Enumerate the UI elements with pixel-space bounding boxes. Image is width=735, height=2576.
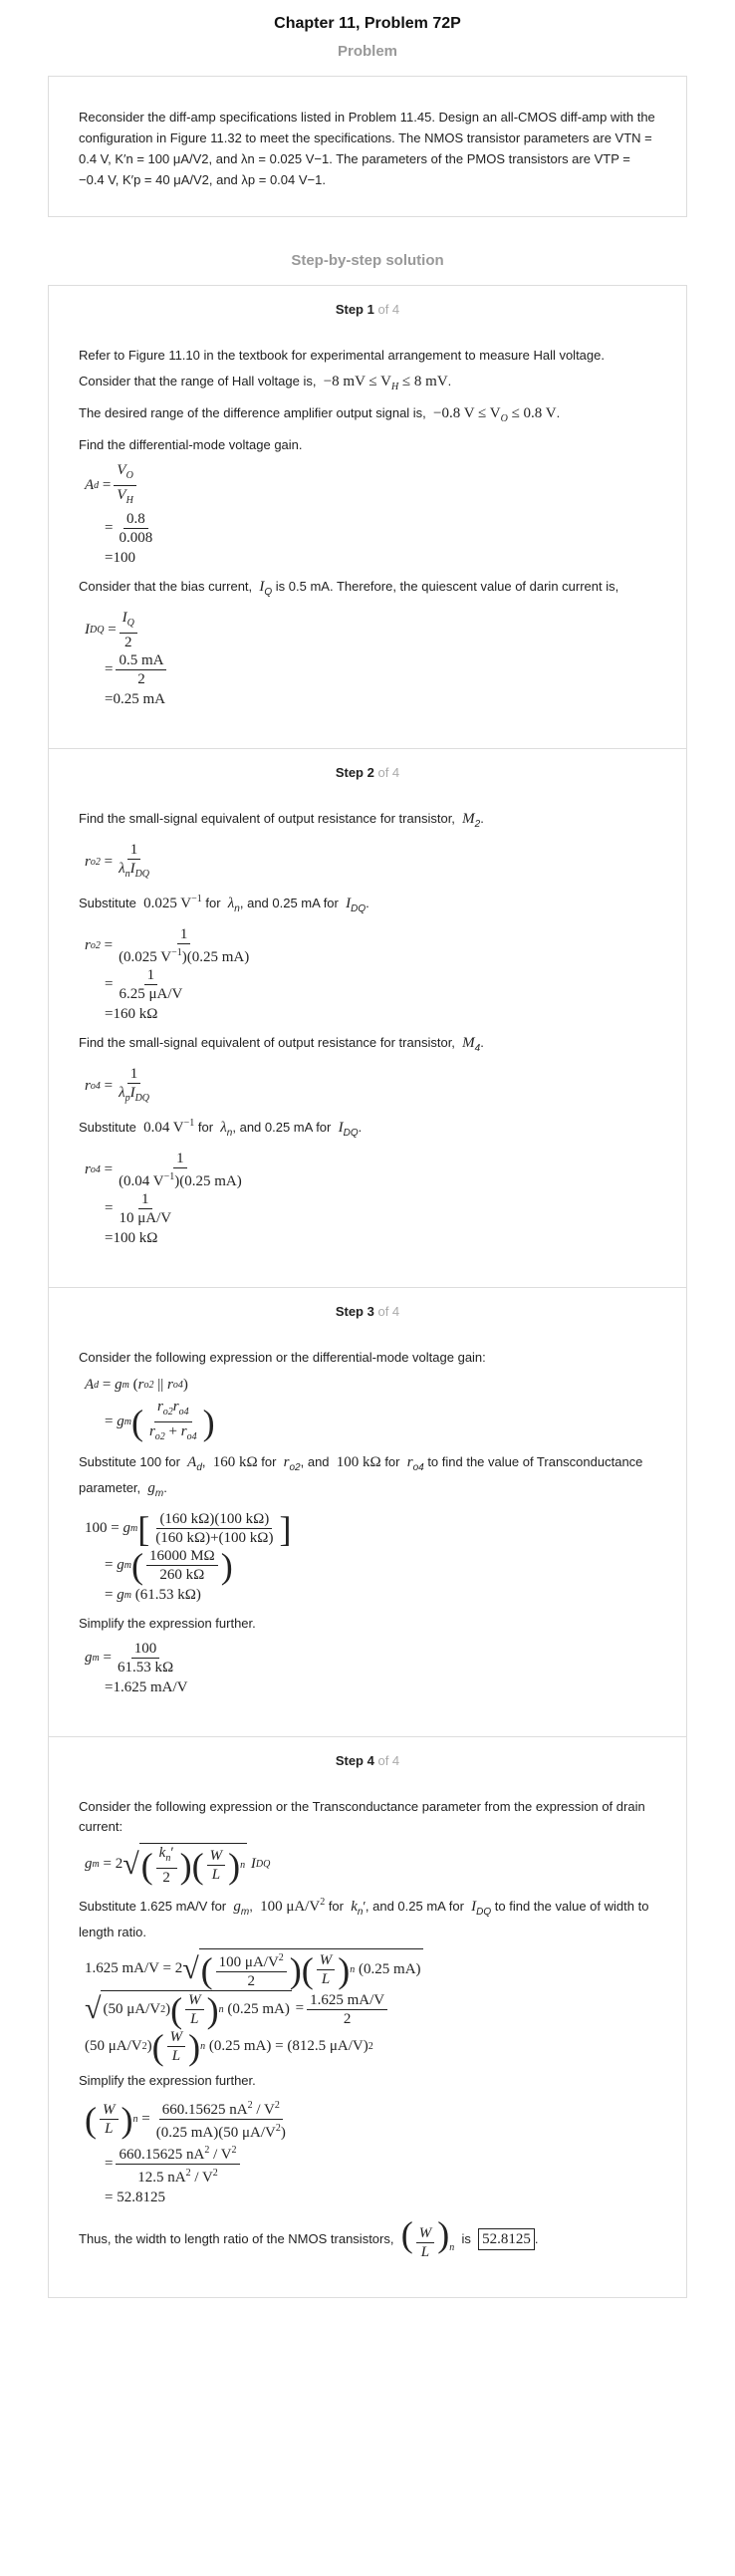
equation-idq: I DQ = $\frac{I_Q}{2}$ = $\frac{0.5 mA}{2}$ = 0.25 mA (85, 609, 656, 712)
math: ≤ 0.8 V (511, 405, 557, 421)
math: 1.625 mA/V (307, 1991, 387, 2010)
math: 0.025 V (143, 896, 192, 911)
text: for (197, 1120, 214, 1135)
math-hall-range: −8 mV ≤ $V_H \le 8$ mV (323, 374, 448, 392)
text: for (205, 896, 221, 910)
step-1-text-4: Find the differential-mode voltage gain. (79, 437, 303, 452)
text: Substitute (79, 1120, 136, 1135)
math: (0.25 mA) (359, 1960, 421, 1977)
math: )(0.25 mA) (181, 949, 250, 965)
step-3-text-3: Simplify the expression further. (79, 1616, 256, 1631)
text: , and 0.25 mA for (232, 1120, 332, 1135)
equation-ro4-sub: r o4 = $\frac{1}{(0.04 V^{-1})(0.25 mA)}$ = $\frac{1}{10 \mu A/V}$ = 100 kΩ (85, 1150, 656, 1251)
step-1-header (79, 300, 656, 342)
math: I (259, 579, 265, 595)
text: to find the value of width to length ratio. (79, 1899, 649, 1939)
equation-ro2: r o2 = $\frac{1}{\lambda_nI_{DQ}}$ (85, 842, 150, 880)
text: Thus, the width to length ratio of the NMOS transistors, (79, 2230, 394, 2246)
step-3-header (79, 1302, 656, 1344)
step-label: Step 2 (335, 765, 374, 780)
math: −0.8 V ≤ V (433, 405, 501, 421)
step-label: Step 1 (335, 302, 374, 317)
text: The desired range of the difference amplifier output signal is, (79, 405, 426, 420)
math: 100 (131, 1640, 160, 1659)
math: 160 kΩ (212, 1454, 258, 1470)
math: 6.25 μA/V (119, 986, 183, 1002)
equation-ro2-sub: r o2 = $\frac{1}{(0.025 V^{-1})(0.25 mA)}$ = $\frac{1}{6.25 \mu A/V}$ = 160 kΩ (85, 925, 656, 1027)
text: is 0.5 mA. Therefore, the quiescent value of darin current is, (275, 579, 619, 594)
math: 160 kΩ (113, 1006, 158, 1023)
text: Substitute (79, 896, 136, 910)
math: ≤ 8 mV (401, 374, 448, 389)
math: (50 μA/V (103, 2000, 161, 2017)
step-4-conclusion: Thus, the width to length ratio of the NMOS transistors, ( $\frac{W}{L}$ )$_n$ is 52.8125 . (79, 2214, 539, 2261)
math: (160 kΩ)+(100 kΩ) (155, 1530, 274, 1546)
math: 100 μA/V (218, 1954, 279, 1970)
final-answer: 52.8125 (478, 2228, 535, 2250)
page-title: Chapter 11, Problem 72P (274, 15, 461, 32)
text: for (328, 1899, 344, 1914)
text: , and 0.25 mA for (365, 1899, 464, 1914)
step-2 (49, 749, 686, 1288)
equation-wl-solve: 1.625 mA/V = 2 √ ( $\frac{100 \mu A/V^2}{2}$ ) ( $\frac{W}{L}$ ) n (0.25 mA) √ (50 μA/V 2 ) ( $\frac{W}{L}$ ) n (0.25 mA) = $\frac{1.625 mA/V}{2}$ (50 μA/V 2 ) ( $\frac{W}{L}$ ) n (0.25 mA) = (812.5 μA/V) 2 (85, 1949, 421, 2067)
math: 0.8 (123, 510, 148, 529)
text: Consider that the bias current, (79, 579, 253, 594)
math-out-range: −0.8 $V \le V_O \le 0.8$ V (433, 405, 557, 424)
step-2-header (79, 763, 656, 805)
math: (61.53 kΩ) (134, 1587, 201, 1604)
math: 100 (113, 550, 135, 567)
step-label: Step 4 (335, 1753, 374, 1768)
step-3-text-1: Consider the following expression or the differential-mode voltage gain: (79, 1350, 486, 1365)
step-4-text-3: Simplify the expression further. (79, 2073, 256, 2088)
step-2-text-4: Substitute 0.04 $V^{-1}$ for $\lambda_n$, and 0.25 mA for $I_{DQ}$. (79, 1118, 363, 1139)
step-1-text-5: Consider that the bias current, $I_Q$ is 0.5 mA. Therefore, the quiescent value of darin current is, (79, 579, 619, 598)
text: Substitute 100 for (79, 1454, 180, 1469)
text: for (384, 1454, 400, 1469)
step-4-header (79, 1751, 656, 1793)
step-1-text-1: Refer to Figure 11.10 in the textbook for experimental arrangement to measure Hall voltage. (79, 348, 605, 363)
step-4-text-2: Substitute 1.625 mA/V for $g_m$, 100 $\mu A/V^2$ for $k_n'$, and 0.25 mA for $I_{DQ}$ to find the value of width to length ratio. (79, 1897, 649, 1939)
math: )(0.25 mA) (174, 1173, 242, 1189)
equation-wl-value: ( $\frac{W}{L}$ ) n = $\frac{660.15625 nA^2 / V^2}{(0.25 mA)(50 \mu A/V^2)}$ = $\frac{660.15625 nA^2 / V^2}{12.5 nA^2 / V^2}$ = 52.8125 (85, 2097, 656, 2210)
math: 61.53 kΩ (117, 1660, 174, 1675)
step-2-text-3: Find the small-signal equivalent of output resistance for transistor, $M_4$. (79, 1035, 484, 1054)
equation-ro4: r o4 = $\frac{1}{\lambda_pI_{DQ}}$ (85, 1066, 150, 1104)
step-1-text-2: Consider that the range of Hall voltage is, −8 mV ≤ $V_H \le 8$ mV. (79, 374, 452, 392)
math: 16000 MΩ (146, 1547, 218, 1566)
equation-ad-gm: A d = g m ( r o2 || r o4 ) = g m ( $\frac{r_{o2}r_{o4}}{r_{o2} + r_{o4}}$ ) (85, 1377, 215, 1442)
equation-ad: A d = $\frac{V_O}{V_H}$ = $\frac{0.8}{0.008}$ = 100 (85, 461, 656, 571)
math: 2 (124, 635, 132, 650)
math: (0.04 V (119, 1173, 164, 1189)
solution-heading: Step-by-step solution (291, 252, 444, 269)
step-1-text-3: The desired range of the difference amplifier output signal is, −0.8 $V \le V_O \le 0.8$ V. (79, 405, 561, 424)
math: (160 kΩ)(100 kΩ) (156, 1510, 272, 1529)
math: 660.15625 nA (119, 2147, 205, 2163)
math: 10 μA/V (119, 1210, 172, 1226)
math: 12.5 nA (137, 2170, 186, 2186)
text: , and 0.25 mA for (239, 896, 339, 910)
step-2-text-2: Substitute 0.025 $V^{-1}$ for $\lambda_n$, and 0.25 mA for $I_{DQ}$. (79, 894, 369, 914)
math: 100 kΩ (113, 1230, 158, 1247)
step-count: of 4 (377, 302, 400, 317)
math: / V (194, 2170, 213, 2186)
text: Find the small-signal equivalent of output resistance for transistor, (79, 811, 455, 826)
math: 0.5 mA (116, 651, 166, 670)
step-1 (49, 286, 686, 749)
math: (0.025 V (119, 949, 172, 965)
step-4 (49, 1737, 686, 2297)
problem-heading: Problem (337, 43, 397, 60)
equation-gm-formula: g m = 2 √ ( $\frac{k_n'}{2}$ ) ( $\frac{W}{L}$ ) n I DQ (85, 1845, 271, 1886)
problem-text: Reconsider the diff-amp specifications listed in Problem 11.45. Design an all-CMOS diff-amp with the configuration in Figure 11.32 to meet the specifications. The NMOS transistor parameters are VTN = 0.4 V, K′n = 100 μA/V2, and λn = 0.025 V−1. The parameters of the PMOS transistors are VTP = −0.4 V, K′p = 40 μA/V2, and λp = 0.04 V−1. (79, 110, 655, 187)
text: Substitute 1.625 mA/V for (79, 1899, 227, 1914)
step-label: Step 3 (335, 1304, 374, 1319)
step-2-text-1: Find the small-signal equivalent of output resistance for transistor, $M_2$. (79, 811, 484, 830)
math: 1.625 mA/V = 2 (85, 1960, 183, 1977)
step-3 (49, 1288, 686, 1737)
text: for (261, 1454, 277, 1469)
text: is (461, 2230, 471, 2246)
math: = (812.5 μA/V) (275, 2037, 368, 2054)
step-count: of 4 (377, 1304, 400, 1319)
math: (0.25 mA)(50 μA/V (155, 2125, 276, 2141)
step-3-text-2: Substitute 100 for $A_d$, 160 kΩ for $r_{o2}$, and 100 kΩ for $r_{o4}$ to find the value of Transconductance parameter, $g_m$. (79, 1454, 643, 1499)
step-count: of 4 (377, 765, 400, 780)
math: 0.25 mA (113, 691, 165, 708)
math: 660.15625 nA (161, 2102, 248, 2118)
text: , and (300, 1454, 330, 1469)
equation-gm-solve: 100 = g m [ $\frac{(160 k\Omega)(100 k\Omega)}{(160 k\Omega)+(100 k\Omega)}$ ] = g m ( $\frac{16000 M\Omega}{260 k\Omega}$ ) = g m (61.53 kΩ) (85, 1510, 656, 1608)
text: Consider that the range of Hall voltage is, (79, 374, 317, 388)
math: 260 kΩ (159, 1567, 205, 1583)
math: 100 μA/V (260, 1899, 321, 1915)
math: 0.008 (119, 530, 153, 546)
math: (50 μA/V (85, 2037, 142, 2054)
step-4-text-1: Consider the following expression or the Transconductance parameter from the expression of drain current: (79, 1799, 645, 1834)
math: V (117, 487, 126, 503)
problem-card (48, 76, 687, 217)
solution-card (48, 285, 687, 2298)
math: 52.8125 (117, 2190, 165, 2206)
math: 0.04 V (143, 1120, 184, 1136)
math: 1.625 mA/V (113, 1679, 188, 1696)
math: −8 mV ≤ V (323, 374, 391, 389)
text: to find the value of Transconductance parameter, (79, 1454, 643, 1495)
math: 100 kΩ (336, 1454, 381, 1470)
equation-gm-value: g m = $\frac{100}{61.53 k\Omega}$ = 1.625 mA/V (85, 1640, 656, 1700)
math: I (85, 621, 90, 638)
step-count: of 4 (377, 1753, 400, 1768)
math: V (117, 462, 126, 478)
text: Find the small-signal equivalent of output resistance for transistor, (79, 1035, 455, 1050)
